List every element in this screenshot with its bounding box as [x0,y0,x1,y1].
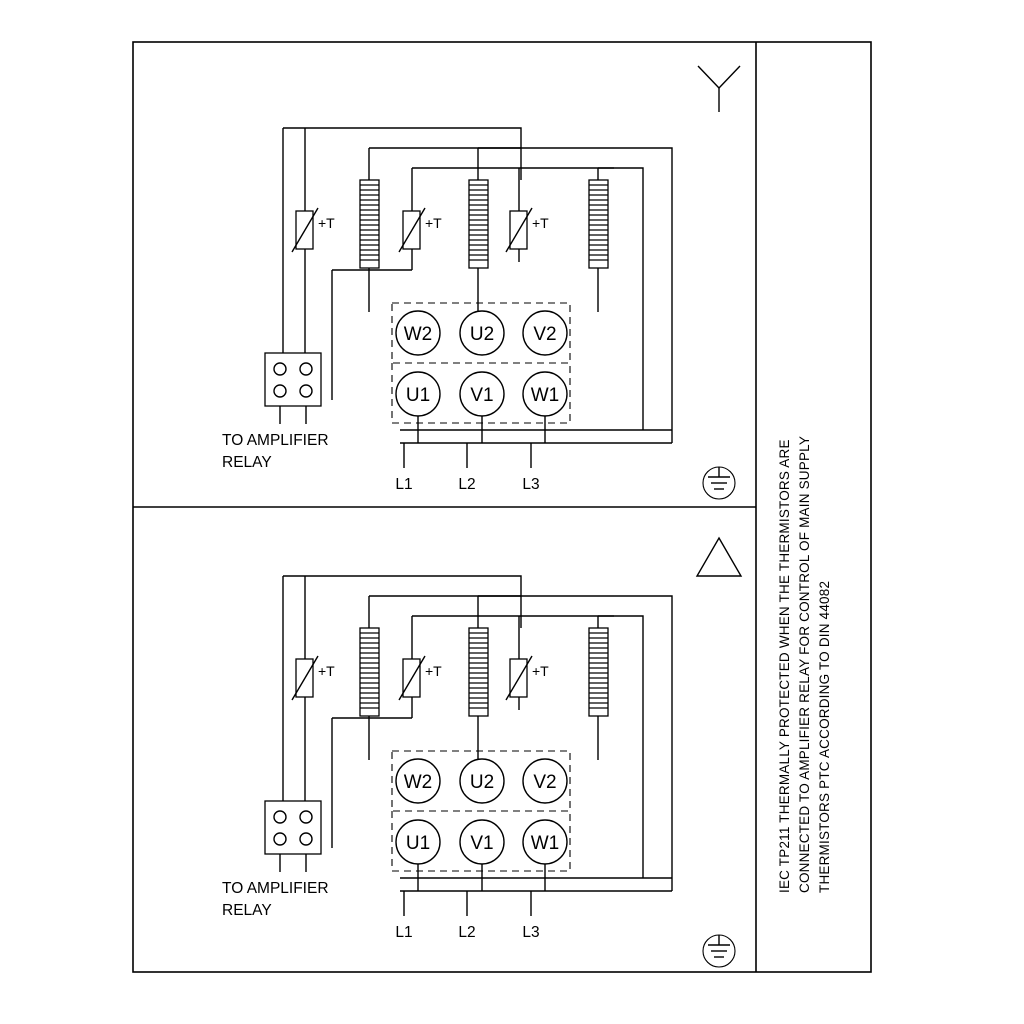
phase-leads-star [395,443,539,493]
terminal-u1: U1 [405,385,431,406]
terminal-w1-delta: W1 [530,833,560,854]
terminals-top-delta [396,759,567,803]
amplifier-label-line2: RELAY [222,454,272,471]
thermistors-star [292,208,549,400]
terminal-v1: V1 [470,385,494,406]
delta-link-bars [400,864,672,891]
earth-symbol [703,467,735,499]
note-column [777,436,832,893]
phase-leads-delta [395,891,539,941]
phase-label-l2: L2 [458,476,476,493]
amplifier-label-line1: TO AMPLIFIER [222,432,329,449]
amplifier-terminal-block-delta [222,801,329,919]
terminals-top-star [396,311,567,355]
amplifier-terminal-block-star [222,353,329,471]
phase-label-l3: L3 [522,476,540,493]
terminal-w2-delta: W2 [403,772,433,793]
thermistor-label-1-delta: +T [318,663,335,679]
terminal-w2: W2 [403,324,433,345]
panel-star [222,66,740,499]
phase-label-l1-delta: L1 [395,924,413,941]
star-point-link [400,416,672,443]
thermistor-label-3-delta: +T [532,663,549,679]
thermistor-label-3: +T [532,215,549,231]
winding-coils-star [360,180,608,312]
phase-label-l2-delta: L2 [458,924,476,941]
winding-coils-delta [360,628,608,760]
amplifier-label-line1-delta: TO AMPLIFIER [222,880,329,897]
note-line-3: THERMISTORS PTC ACCORDING TO DIN 44082 [817,580,832,893]
note-line-1: IEC TP211 THERMALLY PROTECTED WHEN THE THERMISTORS ARE [777,439,792,893]
terminal-u1-delta: U1 [405,833,431,854]
terminals-bottom-delta [396,820,567,864]
terminal-u2: U2 [469,324,495,345]
phase-label-l1: L1 [395,476,413,493]
panel-delta [222,538,741,967]
thermistor-label-2-delta: +T [425,663,442,679]
terminal-w1: W1 [530,385,560,406]
note-line-2: CONNECTED TO AMPLIFIER RELAY FOR CONTROL OF MAIN SUPPLY [797,435,812,893]
delta-symbol [697,538,741,576]
terminal-v2: V2 [533,324,557,345]
amplifier-label-line2-delta: RELAY [222,902,272,919]
thermistor-label-2: +T [425,215,442,231]
thermistors-delta [292,656,549,848]
terminal-u2-delta: U2 [469,772,495,793]
wye-symbol [698,66,740,112]
terminal-v1-delta: V1 [470,833,494,854]
terminals-bottom-star [396,372,567,416]
terminal-v2-delta: V2 [533,772,557,793]
thermistor-label-1: +T [318,215,335,231]
phase-label-l3-delta: L3 [522,924,540,941]
earth-symbol-delta [703,935,735,967]
